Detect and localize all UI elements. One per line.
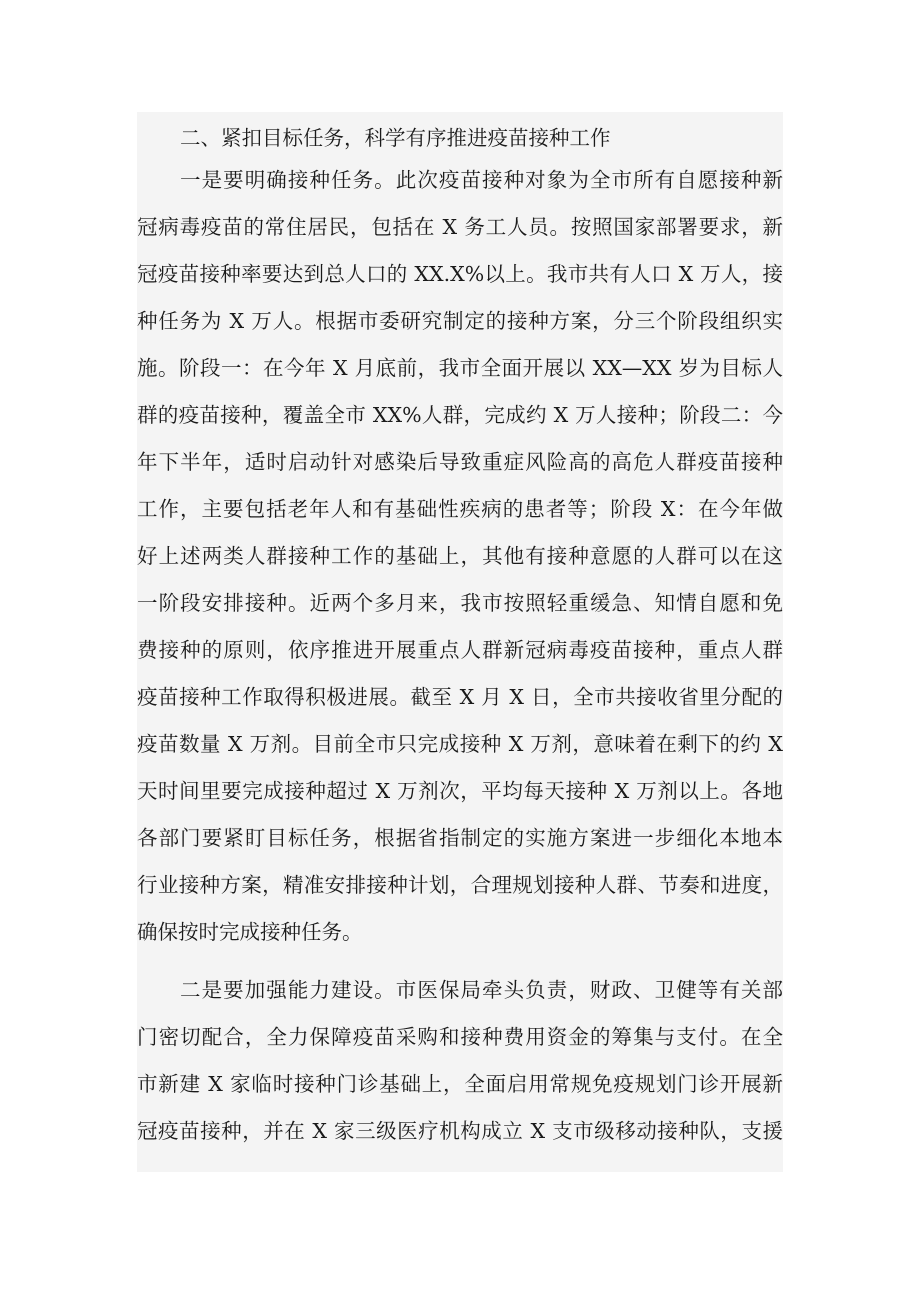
paragraph-line: 费接种的原则，依序推进开展重点人群新冠病毒疫苗接种，重点人群 [137,638,783,662]
paragraph-line: 各部门要紧盯目标任务，根据省指制定的实施方案进一步细化本地本 [137,826,783,850]
paragraph-line: 门密切配合，全力保障疫苗采购和接种费用资金的筹集与支付。在全 [137,1025,783,1049]
paragraph-line: 确保按时完成接种任务。 [137,920,363,944]
paragraph-line: 天时间里要完成接种超过 X 万剂次，平均每天接种 X 万剂以上。各地 [137,779,783,803]
document-body [137,112,783,1172]
section-heading: 二、紧扣目标任务，科学有序推进疫苗接种工作 [180,126,611,150]
paragraph-line: 施。阶段一：在今年 X 月底前，我市全面开展以 XX—XX 岁为目标人 [137,356,783,380]
paragraph-line: 一阶段安排接种。近两个多月来，我市按照轻重缓急、知情自愿和免 [137,591,783,615]
paragraph-line: 疫苗接种工作取得积极进展。截至 X 月 X 日，全市共接收省里分配的 [137,685,783,709]
paragraph-line: 行业接种方案，精准安排接种计划，合理规划接种人群、节奏和进度， [137,873,783,897]
paragraph-line: 疫苗数量 X 万剂。目前全市只完成接种 X 万剂，意味着在剩下的约 X [137,732,783,756]
paragraph-line: 工作，主要包括老年人和有基础性疾病的患者等；阶段 X：在今年做 [137,497,783,521]
paragraph-line: 一是要明确接种任务。此次疫苗接种对象为全市所有自愿接种新 [180,168,783,192]
paragraph-line: 冠病毒疫苗的常住居民，包括在 X 务工人员。按照国家部署要求，新 [137,215,783,239]
paragraph-line: 市新建 X 家临时接种门诊基础上，全面启用常规免疫规划门诊开展新 [137,1072,783,1096]
paragraph-line: 种任务为 X 万人。根据市委研究制定的接种方案，分三个阶段组织实 [137,309,783,333]
paragraph-line: 冠疫苗接种率要达到总人口的 XX.X%以上。我市共有人口 X 万人，接 [137,262,783,286]
paragraph-line: 冠疫苗接种，并在 X 家三级医疗机构成立 X 支市级移动接种队，支援 [137,1119,783,1143]
paragraph-line: 好上述两类人群接种工作的基础上，其他有接种意愿的人群可以在这 [137,544,783,568]
paragraph-line: 群的疫苗接种，覆盖全市 XX%人群，完成约 X 万人接种；阶段二：今 [137,403,783,427]
paragraph-line: 年下半年，适时启动针对感染后导致重症风险高的高危人群疫苗接种 [137,450,783,474]
paragraph-line: 二是要加强能力建设。市医保局牵头负责，财政、卫健等有关部 [180,978,783,1002]
